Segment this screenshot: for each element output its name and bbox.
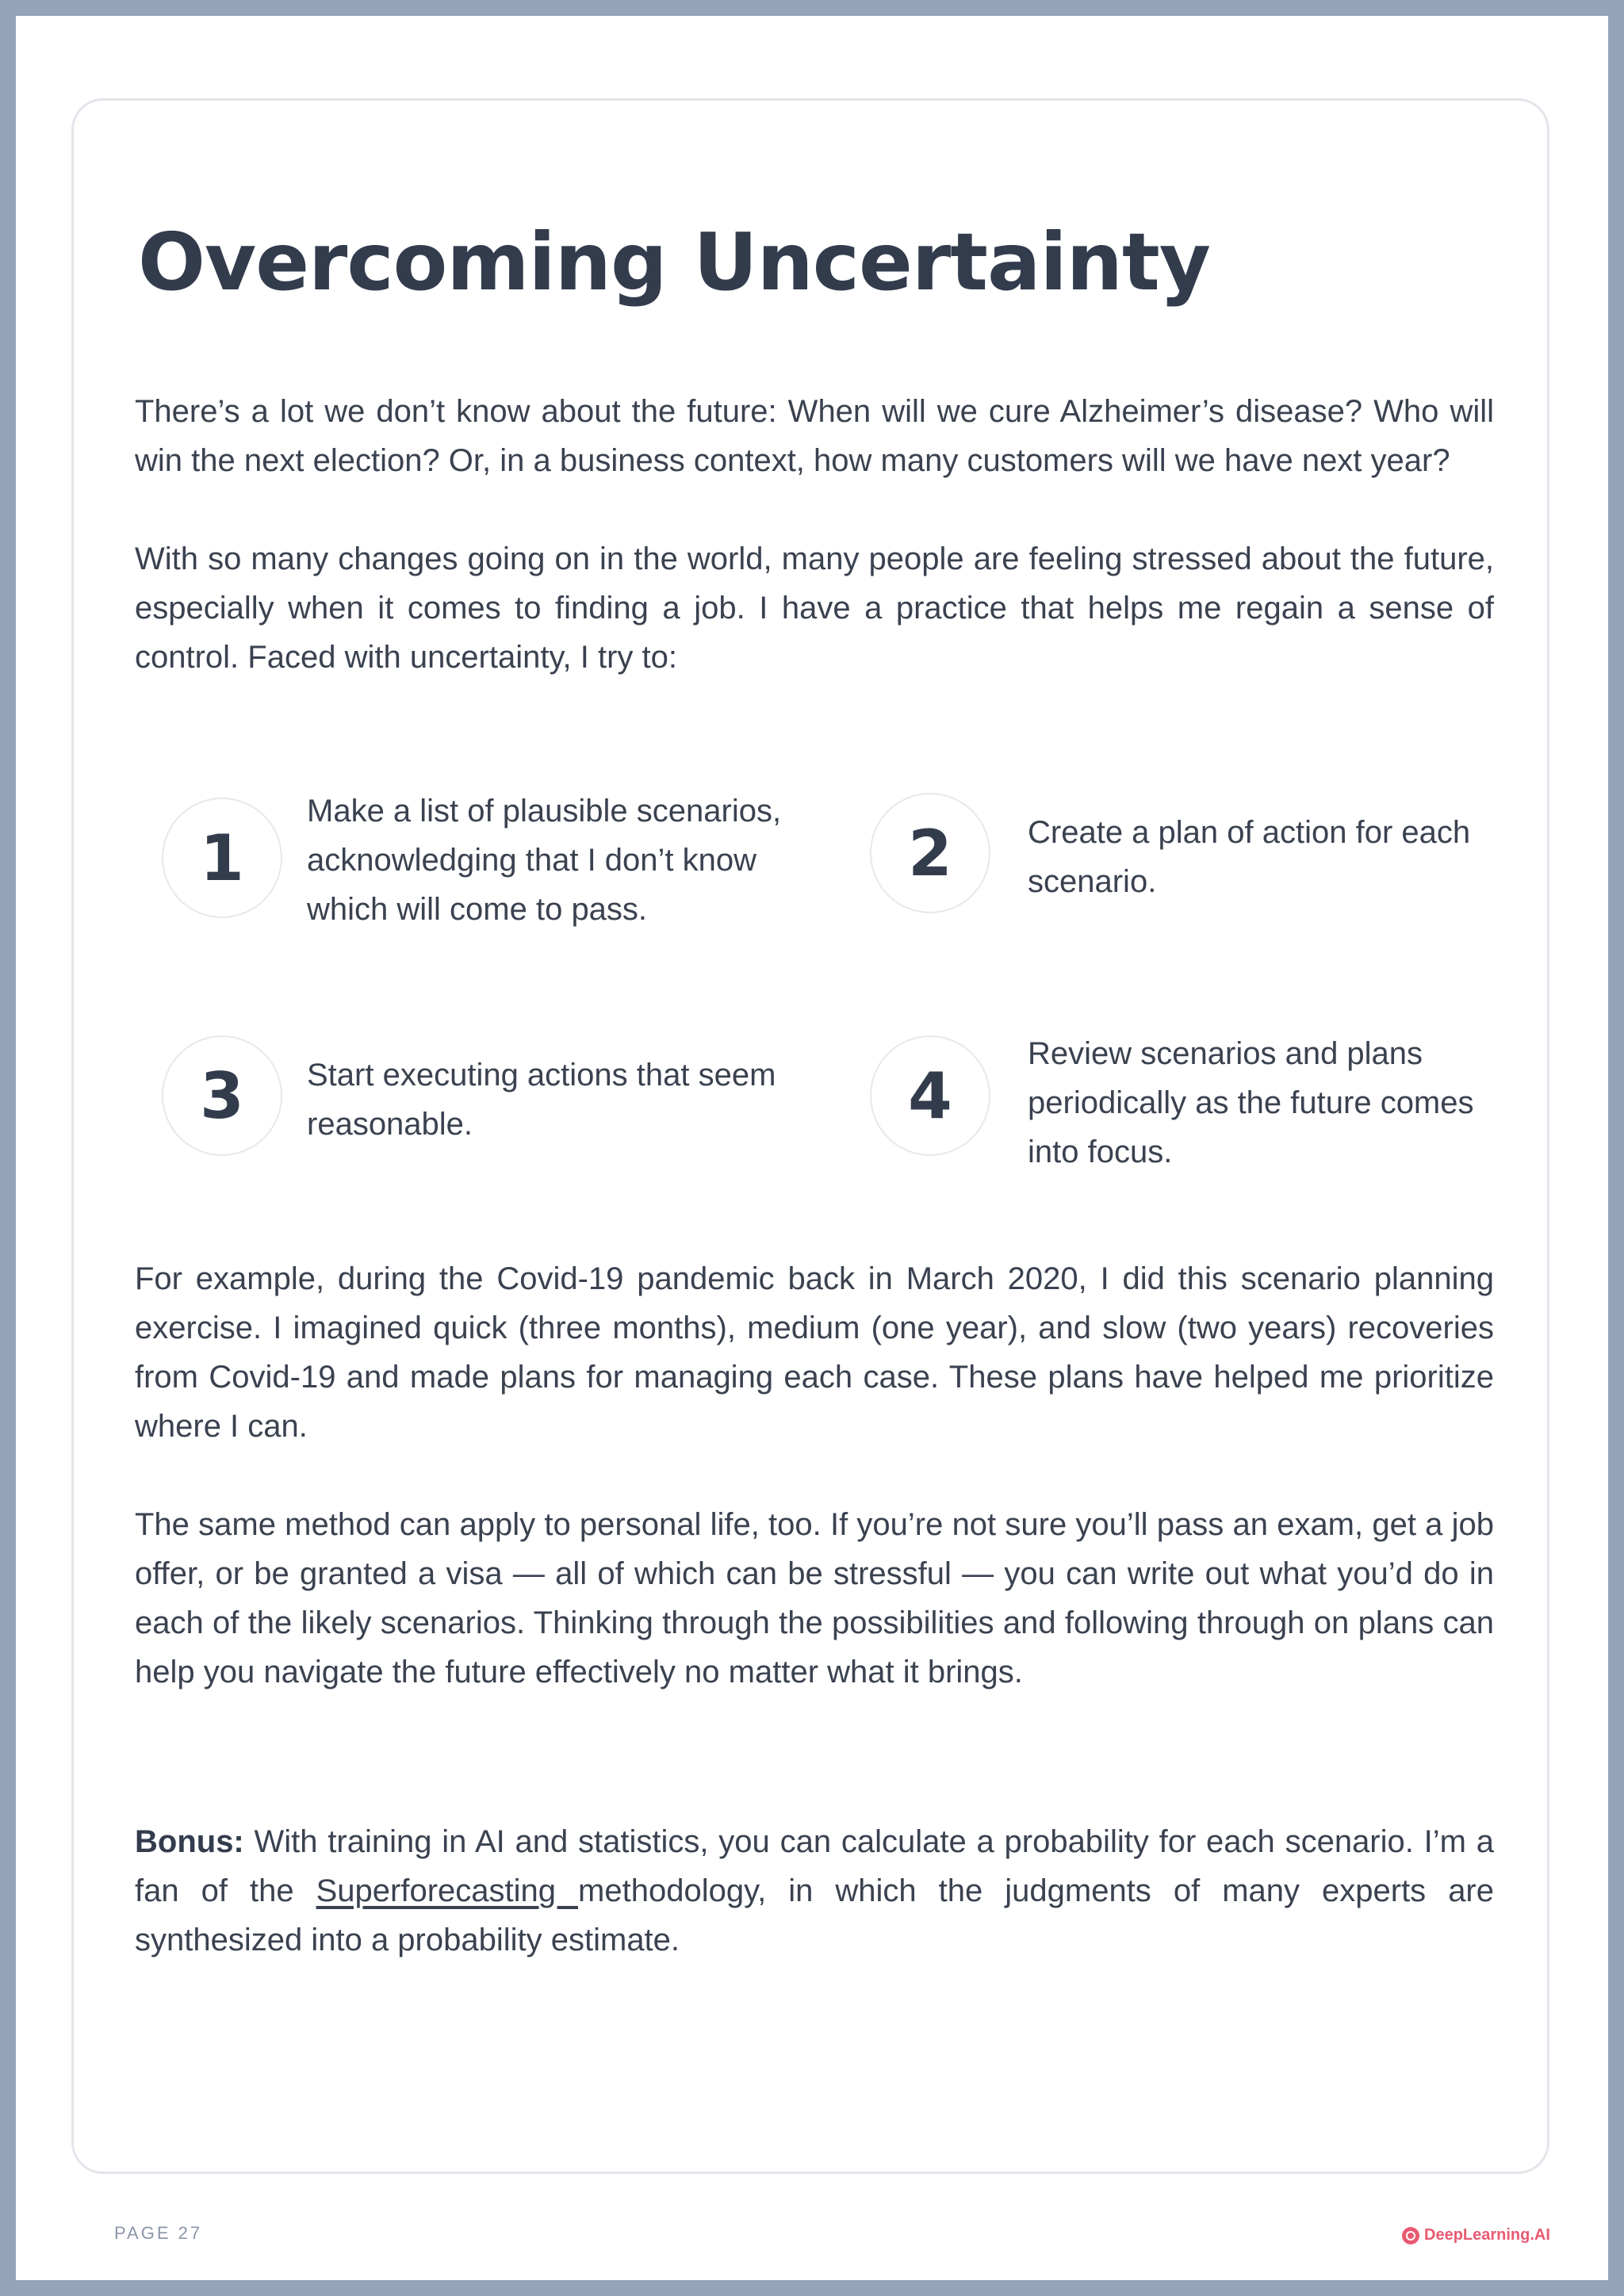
superforecasting-link[interactable]: Superforecasting: [316, 1873, 579, 1908]
step-2-text: Create a plan of action for each scenario.: [1028, 815, 1471, 899]
step-1-number-badge: 1: [162, 798, 282, 918]
page: [16, 16, 1608, 2280]
step-2-number-badge: 2: [870, 793, 990, 913]
deeplearning-ai-logo-icon: [1402, 2227, 1419, 2244]
step-3-number-badge: 3: [162, 1035, 282, 1156]
example-paragraph: For example, during the Covid-19 pandemic back in March 2020, I did this scenario planning exercise. I imagined quick (three months), medium (one year), and slow (two years) recoveries from Covid-19 and made plans for managing each case. These plans have helped me prioritize where I can.: [135, 1261, 1494, 1444]
step-1-text: Make a list of plausible scenarios, acknowledging that I don’t know which will come to pass.: [307, 794, 782, 927]
context-paragraph: With so many changes going on in the world, many people are feeling stressed about the future, especially when it comes to finding a job. I have a practice that helps me regain a sense of control. Faced with uncertainty, I try to:: [135, 541, 1494, 675]
deeplearning-ai-logo: [1402, 2226, 1550, 2244]
personal-paragraph: The same method can apply to personal life, too. If you’re not sure you’ll pass an exam, get a job offer, or be granted a visa — all of which can be stressful — you can write out what you’d do in each of the likely scenarios. Thinking through the possibilities and following through on plans can help you navigate the future effectively no matter what it brings.: [135, 1507, 1494, 1689]
step-4-text: Review scenarios and plans periodically as the future comes into focus.: [1028, 1036, 1474, 1169]
page-number: PAGE 27: [114, 2223, 203, 2243]
bonus-paragraph: [135, 1817, 1494, 1965]
page-title: Overcoming Uncertainty: [138, 216, 1210, 308]
step-3-text: Start executing actions that seem reasonable.: [307, 1058, 776, 1142]
step-4-number-badge: 4: [870, 1035, 990, 1156]
bonus-text-before: With training in AI and statistics, you can calculate a probability for each scenario. I’m a fan of the: [135, 1824, 1494, 1908]
deeplearning-ai-logo-text: DeepLearning.AI: [1424, 2226, 1550, 2244]
bonus-label: Bonus:: [135, 1824, 244, 1859]
intro-paragraph: There’s a lot we don’t know about the future: When will we cure Alzheimer’s disease? Who will win the next election? Or, in a business context, how many customers will we have next year?: [135, 394, 1494, 478]
bonus-text-after: methodology, in which the judgments of many experts are synthesized into a probability estimate.: [135, 1873, 1495, 1957]
